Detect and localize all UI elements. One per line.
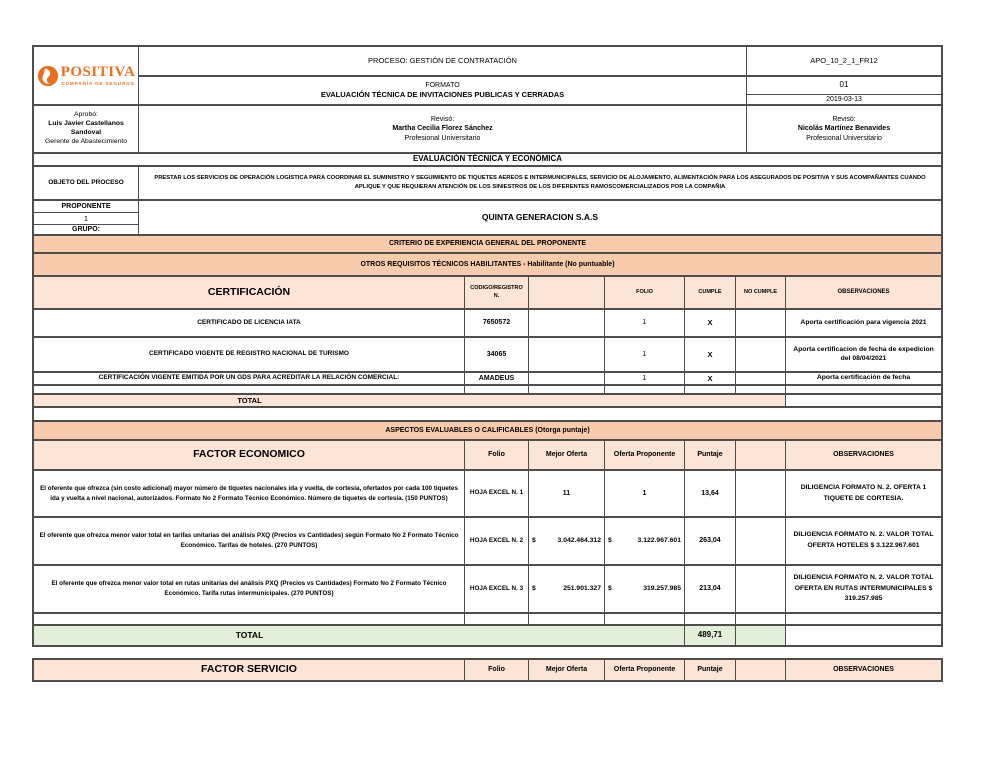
empty-cell — [736, 614, 786, 626]
objeto-label: OBJETO DEL PROCESO — [34, 167, 139, 201]
cert-blank — [529, 310, 605, 338]
fs-header-blank — [736, 660, 786, 680]
empty-cell — [529, 386, 605, 395]
fs-header-title: FACTOR SERVICIO — [34, 660, 465, 680]
section-title: EVALUACIÓN TÉCNICA Y ECONÓMICA — [34, 154, 941, 167]
fe-obs: DILIGENCIA FORMATO N. 2. VALOR TOTAL OFERTA EN RUTAS INTERMUNICIPALES $ 319.257.985 — [786, 566, 941, 614]
criterio-banner: CRITERIO DE EXPERIENCIA GENERAL DEL PROPONENTE — [34, 236, 941, 254]
cert-header-folio: FOLIO — [605, 277, 685, 310]
cert-codigo: AMADEUS — [465, 373, 529, 386]
document-code: APO_10_2_1_FR12 — [747, 47, 941, 77]
proponente-labels — [34, 201, 139, 236]
cert-obs: Aporta certificacion de fecha de expedicion del 08/04/2021 — [786, 338, 941, 373]
document-main-block — [32, 45, 943, 647]
criterio-banner-row — [34, 236, 941, 254]
empty-cell — [605, 386, 685, 395]
cert-row — [34, 310, 941, 338]
format-title: EVALUACIÓN TÉCNICA DE INVITACIONES PUBLICAS Y CERRADAS — [320, 90, 565, 100]
empty-cell — [786, 386, 941, 395]
cert-total-obs — [786, 395, 941, 408]
currency-symbol: $ — [532, 584, 536, 592]
fe-blank — [736, 518, 786, 566]
cert-cumple: X — [685, 373, 736, 386]
fs-header-observaciones: OBSERVACIONES — [786, 660, 941, 680]
cert-codigo: 34065 — [465, 338, 529, 373]
approved-role: Gerente de Abastecimiento — [45, 137, 127, 145]
cert-header-certificacion: CERTIFICACIÓN — [34, 277, 465, 310]
fs-header-puntaje: Puntaje — [685, 660, 736, 680]
fe-mejor — [529, 518, 605, 566]
fe-folio: HOJA EXCEL N. 2 — [465, 518, 529, 566]
cert-name: CERTIFICADO VIGENTE DE REGISTRO NACIONAL DE TURISMO — [34, 338, 465, 373]
brand-name: POSITIVA — [60, 63, 136, 80]
fe-desc: El oferente que ofrezca menor valor total en tarifas unitarias del análisis PXQ (Precios vs Cantidades) según Formato No 2 Formato Técnico Económico. Tarifas de hoteles. (270 PUNTOS) — [34, 518, 465, 566]
date: 2019-03-13 — [747, 95, 941, 106]
aspectos-banner-row — [34, 420, 941, 441]
currency-symbol: $ — [608, 536, 612, 544]
empty-cell — [786, 614, 941, 626]
cert-header-observaciones: OBSERVACIONES — [786, 277, 941, 310]
reviewed2-role: Profesional Universitario — [806, 134, 882, 142]
otros-banner-row — [34, 254, 941, 277]
cert-no-cumple — [736, 373, 786, 386]
reviewed1-label: Revisó: — [430, 116, 455, 124]
header-top — [34, 47, 941, 106]
approved-label: Aprobó: — [74, 111, 98, 119]
fe-total-label: TOTAL — [235, 629, 264, 640]
fe-header-mejor: Mejor Oferta — [529, 441, 605, 471]
empty-cell — [736, 386, 786, 395]
format-cell — [139, 77, 746, 106]
fe-oferta-amount: 3.122.967.601 — [637, 536, 681, 544]
fe-obs: DILIGENCIA FORMATO N. 2. VALOR TOTAL OFERTA HOTELES $ 3.122.967.601 — [786, 518, 941, 566]
proponente-label: PROPONENTE — [34, 201, 138, 213]
fe-puntaje: 213,04 — [685, 566, 736, 614]
currency-symbol: $ — [532, 536, 536, 544]
fe-mejor-amount: 251.901.327 — [563, 584, 601, 592]
empty-cell — [465, 386, 529, 395]
spacer-cell — [34, 408, 941, 420]
cert-blank — [529, 373, 605, 386]
reviewed2-block — [747, 106, 941, 154]
cert-header-blank — [529, 277, 605, 310]
logo-cell — [34, 47, 139, 106]
cert-header-cumple: CUMPLE — [685, 277, 736, 310]
empty-cell — [34, 614, 465, 626]
reviewed1-block — [139, 106, 747, 154]
fe-puntaje: 263,04 — [685, 518, 736, 566]
empty-cell — [529, 614, 605, 626]
cert-folio: 1 — [605, 338, 685, 373]
fe-desc: El oferente que ofrezca (sin costo adicional) mayor número de tiquetes nacionales ida y vuelta, de cortesía, ofertados por cada 100 tiquetes ida y vuelta a nivel nacional, autorizados. Formato No 2 Formato Técnico Económico. Número de tiquetes de cortesía. (150 PUNTOS) — [34, 471, 465, 518]
brand-tagline: COMPAÑÍA DE SEGUROS — [61, 80, 135, 86]
cert-name: CERTIFICADO DE LICENCIA IATA — [34, 310, 465, 338]
objeto-row — [34, 167, 941, 201]
fe-oferta-amount: 319.257.985 — [643, 584, 681, 592]
fe-blank — [736, 566, 786, 614]
fs-header-mejor: Mejor Oferta — [529, 660, 605, 680]
fe-blank — [736, 471, 786, 518]
fe-oferta — [605, 518, 685, 566]
empty-cell — [685, 614, 736, 626]
cert-row — [34, 338, 941, 373]
proponente-block — [34, 201, 941, 236]
cert-obs: Aporta certificación para vigencia 2021 — [786, 310, 941, 338]
objeto-text: PRESTAR LOS SERVICIOS DE OPERACIÓN LOGISTICA PARA COORDINAR EL SUMINISTRO Y SEGUIMIENTO DE TIQUETES AEREOS E INTERMUNICIPALES, SERVICIO DE ALOJAMIENTO, ALIMENTACIÓN PARA LOS ASEGURADOS DE POSITIVA Y SUS ACOMPAÑANTES CUANDO APLIQUE Y QUE REQUIERAN ATENCIÓN DE LOS SINIESTROS DE LOS DIFERENTES RAMOSCOMERCIALIZADOS POR LA COMPAÑIA — [139, 167, 941, 201]
empty-cell — [685, 386, 736, 395]
fe-oferta: 1 — [605, 471, 685, 518]
spacer-row — [34, 408, 941, 420]
cert-total-row — [34, 395, 941, 408]
empty-cell — [465, 614, 529, 626]
fe-total-blank — [736, 626, 786, 645]
approved-name: Luis Javier Castellanos Sandoval — [48, 120, 124, 136]
cert-total-label: TOTAL — [237, 395, 262, 405]
fe-folio: HOJA EXCEL N. 1 — [465, 471, 529, 518]
document — [32, 45, 943, 682]
fe-total-cell — [34, 626, 685, 645]
fe-mejor: 11 — [529, 471, 605, 518]
cert-folio: 1 — [605, 310, 685, 338]
aspectos-banner: ASPECTOS EVALUABLES O CALIFICABLES (Otorga puntaje) — [34, 422, 941, 441]
fs-header-oferta: Oferta Proponente — [605, 660, 685, 680]
cert-cumple: X — [685, 338, 736, 373]
cert-header-codigo: CODIGO/REGISTRO N. — [465, 277, 529, 310]
signatures-row — [34, 106, 941, 154]
fe-header-puntaje: Puntaje — [685, 441, 736, 471]
proponente-name: QUINTA GENERACION S.A.S — [139, 201, 941, 236]
positiva-logo — [37, 65, 136, 87]
fe-header-oferta: Oferta Proponente — [605, 441, 685, 471]
format-label: FORMATO — [425, 82, 460, 90]
currency-symbol: $ — [608, 584, 612, 592]
cert-name: CERTIFICACIÓN VIGENTE EMITIDA POR UN GDS PARA ACREDITAR LA RELACIÓN COMERCIAL: — [34, 373, 465, 386]
cert-total-cell — [34, 395, 786, 408]
fe-total-row — [34, 626, 941, 645]
empty-cell — [34, 386, 465, 395]
cert-blank — [529, 338, 605, 373]
positiva-logo-icon — [37, 65, 59, 87]
fe-table-header — [34, 441, 941, 471]
cert-folio: 1 — [605, 373, 685, 386]
proponente-number: 1 — [34, 213, 138, 225]
fe-header-folio: Folio — [465, 441, 529, 471]
reviewed2-label: Revisó: — [832, 116, 856, 124]
cert-no-cumple — [736, 338, 786, 373]
section-title-row — [34, 154, 941, 167]
fs-table-header — [34, 660, 941, 680]
reviewed1-name: Martha Cecilia Florez Sánchez — [392, 125, 493, 133]
fe-puntaje: 13,64 — [685, 471, 736, 518]
fe-row — [34, 566, 941, 614]
approved-block — [34, 106, 139, 154]
fe-obs: DILIGENCIA FORMATO N. 2. OFERTA 1 TIQUETE DE CORTESIA. — [786, 471, 941, 518]
fe-folio: HOJA EXCEL N. 3 — [465, 566, 529, 614]
empty-cell — [605, 614, 685, 626]
cert-table-header — [34, 277, 941, 310]
fe-header-observaciones: OBSERVACIONES — [786, 441, 941, 471]
fs-header-folio: Folio — [465, 660, 529, 680]
reviewed2-name: Nicolás Martínez Benavides — [797, 125, 891, 133]
reviewed1-role: Profesional Universitario — [404, 134, 481, 142]
fe-empty-row — [34, 614, 941, 626]
cert-cumple: X — [685, 310, 736, 338]
cert-codigo: 7650572 — [465, 310, 529, 338]
fe-desc: El oferente que ofrezca menor valor total en rutas unitarias del análisis PXQ (Precios vs Cantidades) Formato No 2 Formato Técnico Económico. Tarifa rutas intermunicipales. (270 PUNTOS) — [34, 566, 465, 614]
cert-no-cumple — [736, 310, 786, 338]
fe-row — [34, 471, 941, 518]
otros-banner: OTROS REQUISITOS TÉCNICOS HABILITANTES - Habilitante (No puntuable) — [34, 254, 941, 277]
header-center-column — [139, 47, 747, 106]
fe-header-blank — [736, 441, 786, 471]
cert-obs: Aporta certificación de fecha — [786, 373, 941, 386]
fe-mejor-amount: 3.042.464.312 — [557, 536, 601, 544]
grupo-label: GRUPO: — [34, 225, 138, 236]
header-right-column — [747, 47, 941, 106]
fe-mejor — [529, 566, 605, 614]
fe-row — [34, 518, 941, 566]
fe-total-obs — [786, 626, 941, 645]
fe-header-title: FACTOR ECONOMICO — [34, 441, 465, 471]
cert-header-no-cumple: NO CUMPLE — [736, 277, 786, 310]
cert-row — [34, 373, 941, 386]
version: 01 — [747, 77, 941, 95]
factor-servicio-block — [32, 658, 943, 682]
cert-empty-row — [34, 386, 941, 395]
process-label: PROCESO: GESTIÓN DE CONTRATACIÓN — [139, 47, 746, 77]
fe-total-puntaje: 489,71 — [685, 626, 736, 645]
fe-oferta — [605, 566, 685, 614]
